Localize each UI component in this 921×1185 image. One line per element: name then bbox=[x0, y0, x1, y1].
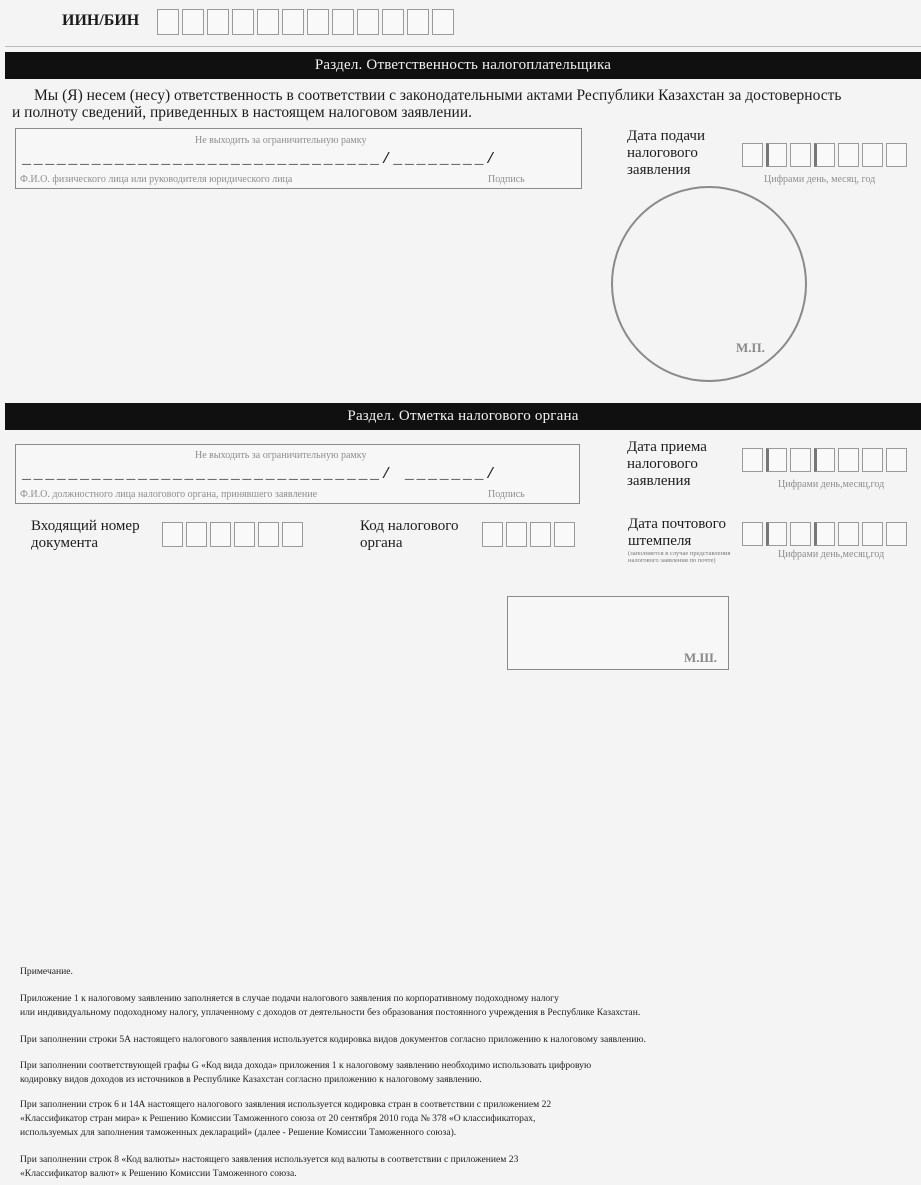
header-divider bbox=[5, 46, 921, 47]
fio-dash-line: _______________________________/________/ bbox=[22, 151, 498, 168]
date-cell[interactable] bbox=[742, 448, 763, 472]
date-cell[interactable] bbox=[886, 448, 907, 472]
date-cell[interactable] bbox=[886, 143, 907, 167]
date-cell[interactable] bbox=[886, 522, 907, 546]
date-cell[interactable] bbox=[838, 522, 859, 546]
date-cell[interactable] bbox=[814, 448, 835, 472]
fio-caption: Ф.И.О. физического лица или руководителя юридического лица bbox=[20, 174, 293, 185]
receipt-date-hint: Цифрами день,месяц,год bbox=[778, 479, 885, 490]
incoming-number-cell[interactable] bbox=[258, 522, 279, 547]
postmark-date-input[interactable] bbox=[742, 522, 910, 546]
iin-cell[interactable] bbox=[182, 9, 204, 35]
note-line: При заполнении строк 6 и 14А настоящего налогового заявления используется кодировка стран в соответствии с приложением 22 bbox=[20, 1099, 552, 1110]
iin-label: ИИН/БИН bbox=[62, 12, 140, 29]
date-cell[interactable] bbox=[814, 522, 835, 546]
iin-cell[interactable] bbox=[157, 9, 179, 35]
date-cell[interactable] bbox=[862, 522, 883, 546]
tax-office-code-cell[interactable] bbox=[530, 522, 551, 547]
tax-office-code-cell[interactable] bbox=[482, 522, 503, 547]
tax-office-code-input[interactable] bbox=[482, 522, 578, 547]
date-cell[interactable] bbox=[862, 143, 883, 167]
iin-cell[interactable] bbox=[232, 9, 254, 35]
seal-circle bbox=[611, 186, 807, 382]
date-cell[interactable] bbox=[814, 143, 835, 167]
note-line: При заполнении соответствующей графы G «Код вида дохода» приложения 1 к налоговому заявлению необходимо использовать цифровую bbox=[20, 1060, 592, 1071]
responsibility-statement-line1: Мы (Я) несем (несу) ответственность в соответствии с законодательными актами Республики Казахстан за достоверность bbox=[34, 87, 842, 104]
section-responsibility-title: Раздел. Ответственность налогоплательщика bbox=[5, 52, 921, 79]
date-cell[interactable] bbox=[862, 448, 883, 472]
frame-hint: Не выходить за ограничительную рамку bbox=[195, 135, 367, 146]
receipt-date-input[interactable] bbox=[742, 448, 910, 472]
postmark-date-hint: Цифрами день,месяц,год bbox=[778, 549, 885, 560]
official-fio-caption: Ф.И.О. должностного лица налогового органа, принявшего заявление bbox=[20, 489, 318, 500]
submission-date-input[interactable] bbox=[742, 143, 910, 167]
incoming-number-cell[interactable] bbox=[162, 522, 183, 547]
incoming-number-label: Входящий номер документа bbox=[31, 518, 140, 551]
date-cell[interactable] bbox=[838, 143, 859, 167]
note-line: кодировку видов доходов из источников в Республике Казахстан согласно приложению к налоговому заявлению. bbox=[20, 1074, 482, 1085]
date-cell[interactable] bbox=[766, 522, 787, 546]
iin-cell[interactable] bbox=[382, 9, 404, 35]
submission-date-label: Дата подачи налогового заявления bbox=[627, 128, 706, 178]
iin-cell[interactable] bbox=[282, 9, 304, 35]
incoming-number-cell[interactable] bbox=[186, 522, 207, 547]
note-line: «Классификатор валют» к Решению Комиссии Таможенного союза. bbox=[20, 1168, 297, 1179]
incoming-number-input[interactable] bbox=[162, 522, 306, 547]
iin-cell[interactable] bbox=[257, 9, 279, 35]
incoming-number-cell[interactable] bbox=[234, 522, 255, 547]
date-cell[interactable] bbox=[742, 522, 763, 546]
submission-date-hint: Цифрами день, месяц, год bbox=[764, 174, 876, 185]
iin-cell[interactable] bbox=[307, 9, 329, 35]
postmark-date-label: Дата почтового штемпеля bbox=[628, 516, 726, 549]
date-cell[interactable] bbox=[790, 143, 811, 167]
date-cell[interactable] bbox=[790, 448, 811, 472]
date-cell[interactable] bbox=[838, 448, 859, 472]
tax-office-code-label: Код налогового органа bbox=[360, 518, 459, 551]
notes-title: Примечание. bbox=[20, 966, 73, 977]
official-fio-dash-line: _______________________________/ _______/ bbox=[22, 466, 498, 483]
date-cell[interactable] bbox=[742, 143, 763, 167]
iin-cell[interactable] bbox=[207, 9, 229, 35]
section-tax-office-title: Раздел. Отметка налогового органа bbox=[5, 403, 921, 430]
note-line: используемых для заполнения таможенных деклараций» (далее - Решение Комиссии Таможенного союза). bbox=[20, 1127, 457, 1138]
official-signature-caption: Подпись bbox=[488, 489, 525, 500]
note-line: Приложение 1 к налоговому заявлению заполняется в случае подачи налогового заявления по корпоративному подоходному налогу bbox=[20, 993, 559, 1004]
iin-cell[interactable] bbox=[407, 9, 429, 35]
postmark-note: (заполняется в случае представления налогового заявления по почте) bbox=[628, 550, 731, 564]
receipt-date-label: Дата приема налогового заявления bbox=[627, 439, 707, 489]
tax-office-code-cell[interactable] bbox=[506, 522, 527, 547]
incoming-number-cell[interactable] bbox=[282, 522, 303, 547]
tax-office-code-cell[interactable] bbox=[554, 522, 575, 547]
iin-cell[interactable] bbox=[332, 9, 354, 35]
frame-hint: Не выходить за ограничительную рамку bbox=[195, 450, 367, 461]
iin-input[interactable] bbox=[157, 9, 457, 35]
stamp-label: М.Ш. bbox=[684, 650, 718, 665]
note-line: При заполнении строк 8 «Код валюты» настоящего заявления используется код валюты в соответствии с приложением 23 bbox=[20, 1154, 519, 1165]
seal-label: М.П. bbox=[736, 340, 765, 355]
date-cell[interactable] bbox=[766, 448, 787, 472]
incoming-number-cell[interactable] bbox=[210, 522, 231, 547]
iin-cell[interactable] bbox=[357, 9, 379, 35]
note-line: «Классификатор стран мира» к Решению Комиссии Таможенного союза от 20 сентября 2010 года № 378 «О классификаторах, bbox=[20, 1113, 536, 1124]
responsibility-statement-line2: и полноту сведений, приведенных в настоящем налоговом заявлении. bbox=[12, 104, 472, 121]
date-cell[interactable] bbox=[790, 522, 811, 546]
signature-caption: Подпись bbox=[488, 174, 525, 185]
iin-cell[interactable] bbox=[432, 9, 454, 35]
note-line: При заполнении строки 5А настоящего налогового заявления используется кодировка видов документов согласно приложению к налоговому заявлению. bbox=[20, 1034, 646, 1045]
date-cell[interactable] bbox=[766, 143, 787, 167]
note-line: или индивидуальному подоходному налогу, уплаченному с доходов от деятельности без образования постоянного учреждения в Республике Казахстан. bbox=[20, 1007, 641, 1018]
